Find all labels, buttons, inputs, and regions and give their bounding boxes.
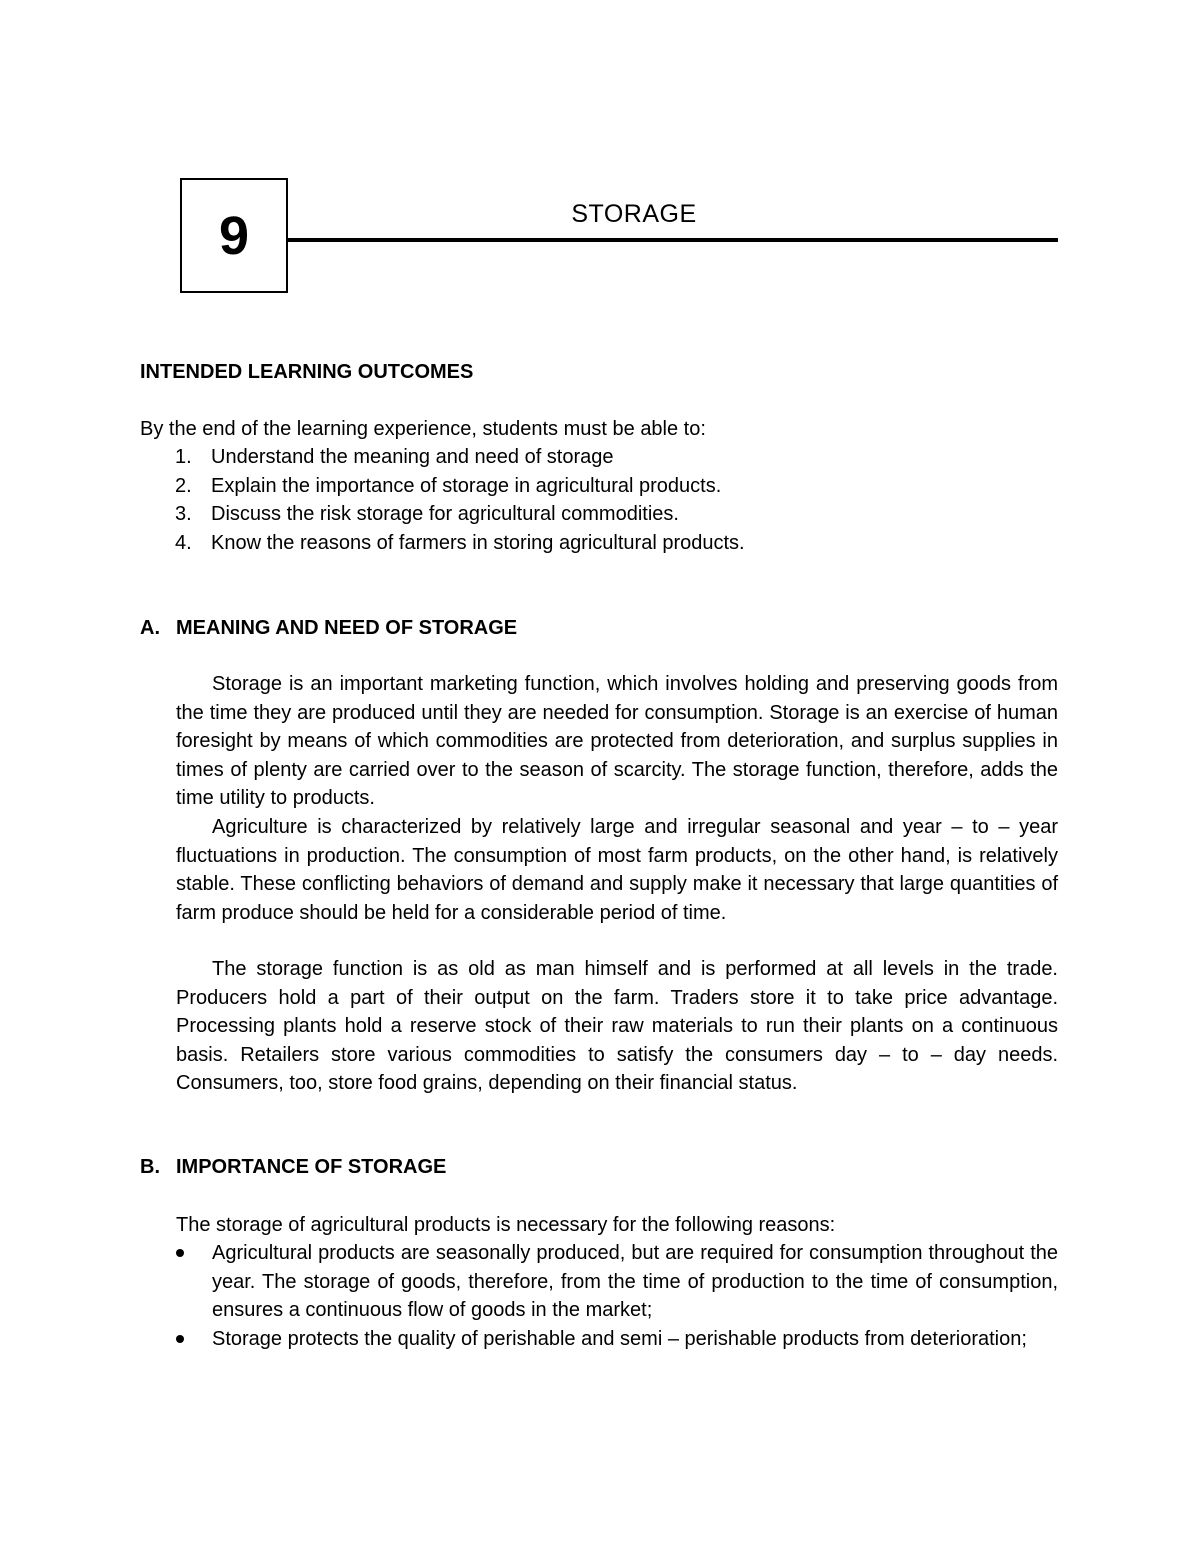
bullet-icon [176, 1249, 184, 1257]
outcome-number: 2. [175, 474, 192, 497]
section-a-paragraph: The storage function is as old as man himself and is performed at all levels in the trade. Producers hold a part of their output on the farm. Traders store it to take price advantage. Processing plants hold a reserve stock of their raw materials to run their plants on a continuous basis. Retailers store various commodities to satisfy the consumers day – to – day needs. Consumers, too, store food grains, depending on their financial status. [176, 958, 1058, 1094]
section-a-heading [140, 614, 517, 643]
outcome-text: Understand the meaning and need of storage [211, 446, 614, 468]
outcomes-heading: INTENDED LEARNING OUTCOMES [140, 361, 474, 383]
outcome-number: 1. [175, 446, 192, 468]
outcomes-intro: By the end of the learning experience, students must be able to: [140, 418, 706, 440]
outcome-number: 3. [175, 503, 192, 525]
bullet-text: Storage protects the quality of perishable and semi – perishable products from deterioration; [212, 1327, 1027, 1350]
section-b-letter: B. [140, 1156, 160, 1178]
bullet-text: Agricultural products are seasonally produced, but are required for consumption throughout the year. The storage of goods, therefore, from the time of production to the time of consumption, ensures a continuous flow of goods in the market; [212, 1242, 1058, 1321]
section-b-intro: The storage of agricultural products is necessary for the following reasons: [176, 1214, 836, 1236]
section-b-heading [140, 1153, 446, 1182]
bullet-item [176, 1325, 1058, 1354]
chapter-number-box [180, 178, 288, 293]
outcome-text: Explain the importance of storage in agricultural products. [211, 474, 722, 497]
section-b-title: IMPORTANCE OF STORAGE [176, 1156, 447, 1178]
bullet-icon [176, 1335, 184, 1343]
section-b-bullet-list [176, 1239, 1058, 1353]
outcome-text: Know the reasons of farmers in storing agricultural products. [211, 531, 745, 554]
section-a-title: MEANING AND NEED OF STORAGE [176, 617, 518, 639]
bullet-item [176, 1239, 1058, 1325]
chapter-number: 9 [218, 205, 250, 266]
outcome-number: 4. [175, 531, 192, 554]
section-a-paragraph: Agriculture is characterized by relatively large and irregular seasonal and year – to – year fluctuations in production. The consumption of most farm products, on the other hand, is relatively stable. These conflicting behaviors of demand and supply make it necessary that large quantities of farm produce should be held for a considerable period of time. [176, 816, 1058, 924]
outcome-text: Discuss the risk storage for agricultural commodities. [211, 503, 679, 525]
section-a-paragraph: Storage is an important marketing function, which involves holding and preserving goods from the time they are produced until they are needed for consumption. Storage is an exercise of human foresight by means of which commodities are protected from deterioration, and surplus supplies in times of plenty are carried over to the season of scarcity. The storage function, therefore, adds the time utility to products. [176, 673, 1058, 809]
section-a-letter: A. [140, 617, 160, 639]
chapter-title-rule [286, 238, 1058, 242]
chapter-title: STORAGE [571, 200, 697, 228]
